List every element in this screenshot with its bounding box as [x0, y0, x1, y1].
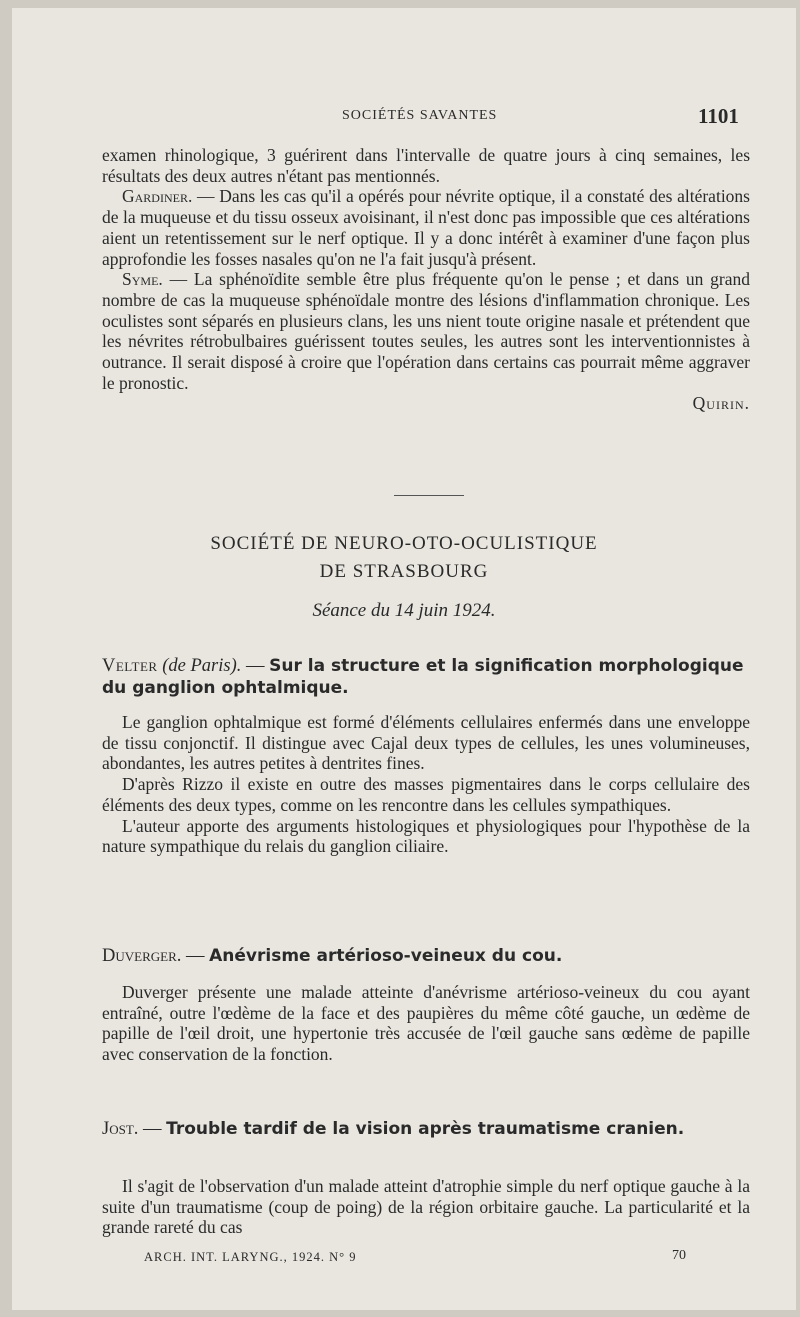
article-paragraph: L'auteur apporte des arguments histologiques et physiologiques pour l'hypothèse de la nature sympathique du relais du ganglion ciliaire. — [102, 815, 750, 857]
article-heading: Duverger. — Anévrisme artérioso-veineux du cou. — [102, 946, 563, 966]
page — [12, 8, 796, 1310]
page-footer — [12, 1248, 796, 1268]
paragraph-text: — Dans les cas qu'il a opérés pour névrite optique, il a constaté des altérations de la muqueuse et du tissu osseux avoisinant, il n'est donc pas impossible que ces altérations aient un retentissement sur le nerf optique. Il y a donc intérêt à examiner d'une façon plus approfondie les fosses nasales qu'on ne l'a fait jusqu'à présent. — [102, 186, 750, 269]
article-place: (de Paris). — [162, 656, 242, 676]
article-title: Trouble tardif de la vision après traumatisme cranien. — [166, 1119, 685, 1139]
journal-reference: ARCH. INT. LARYNG., 1924. N° 9 — [144, 1250, 357, 1264]
syme-paragraph — [102, 269, 750, 393]
article-paragraph: Il s'agit de l'observation d'un malade atteint d'atrophie simple du nerf optique gauche à la suite d'un traumatisme (coup de poing) de la région orbitaire gauche. La particularité et la grande rareté du cas — [102, 1176, 750, 1238]
page-header — [12, 104, 796, 134]
article-heading: Jost. — Trouble tardif de la vision après traumatisme cranien. — [102, 1119, 685, 1139]
author-name: Gardiner. — [122, 186, 193, 207]
article-heading: Velter (de Paris). — Sur la structure et la signification morphologique du ganglion ophtalmique. — [102, 656, 744, 698]
intro-block — [102, 145, 750, 414]
society-title-line1: SOCIÉTÉ DE NEURO-OTO-OCULISTIQUE — [210, 533, 598, 554]
article-author: Velter — [102, 656, 158, 676]
article-body — [102, 712, 750, 857]
article-author: Jost. — [102, 1119, 139, 1139]
session-date: Séance du 14 juin 1924. — [312, 600, 496, 621]
society-title-line2: DE STRASBOURG — [319, 561, 489, 582]
gardiner-paragraph — [102, 186, 750, 269]
article-body — [102, 982, 750, 1065]
article-author: Duverger. — [102, 946, 182, 966]
page-number: 1101 — [698, 104, 739, 128]
article-title: Anévrisme artérioso-veineux du cou. — [209, 946, 563, 966]
intro-paragraph: examen rhinologique, 3 guérirent dans l'intervalle de quatre jours à cinq semaines, les résultats des deux autres n'étant pas mentionnés. — [102, 145, 750, 186]
paragraph-text: — La sphénoïdite semble être plus fréquente qu'on le pense ; et dans un grand nombre de cas la muqueuse sphénoïdale montre des lésions d'inflammation chronique. Les oculistes sont séparés en plusieurs clans, les uns nient toute origine nasale et prétendent que les névrites rétrobulbaires guérissent toutes seules, les autres sont les interventionnistes à outrance. Il serait disposé à croire que l'opération dans certains cas pourrait même aggraver le pronostic. — [102, 269, 750, 393]
article-body — [102, 1176, 750, 1238]
article-paragraph: Duverger présente une malade atteinte d'anévrisme artérioso-veineux du cou ayant entraîné, outre l'œdème de la face et des paupières du même côté gauche, un œdème de papille de l'œil droit, une hypertonie très accusée de l'œil gauche sans œdème de papille avec conservation de la fonction. — [102, 982, 750, 1065]
signature: Quirin. — [692, 393, 750, 414]
article-title: Sur la structure et la signification morphologique du ganglion ophtalmique. — [102, 656, 744, 698]
sheet-number: 70 — [672, 1248, 686, 1263]
article-paragraph: D'après Rizzo il existe en outre des masses pigmentaires dans le corps cellulaire des éléments des deux types, comme on les rencontre dans les cellules sympathiques. — [102, 774, 750, 815]
running-title: SOCIÉTÉS SAVANTES — [342, 108, 498, 123]
author-name: Syme. — [122, 269, 163, 290]
article-paragraph: Le ganglion ophtalmique est formé d'éléments cellulaires enfermés dans une enveloppe de tissu conjonctif. Il distingue avec Cajal deux types de cellules, les unes volumineuses, abondantes, les autres petites à dentrites fines. — [102, 712, 750, 774]
section-divider — [394, 495, 464, 496]
